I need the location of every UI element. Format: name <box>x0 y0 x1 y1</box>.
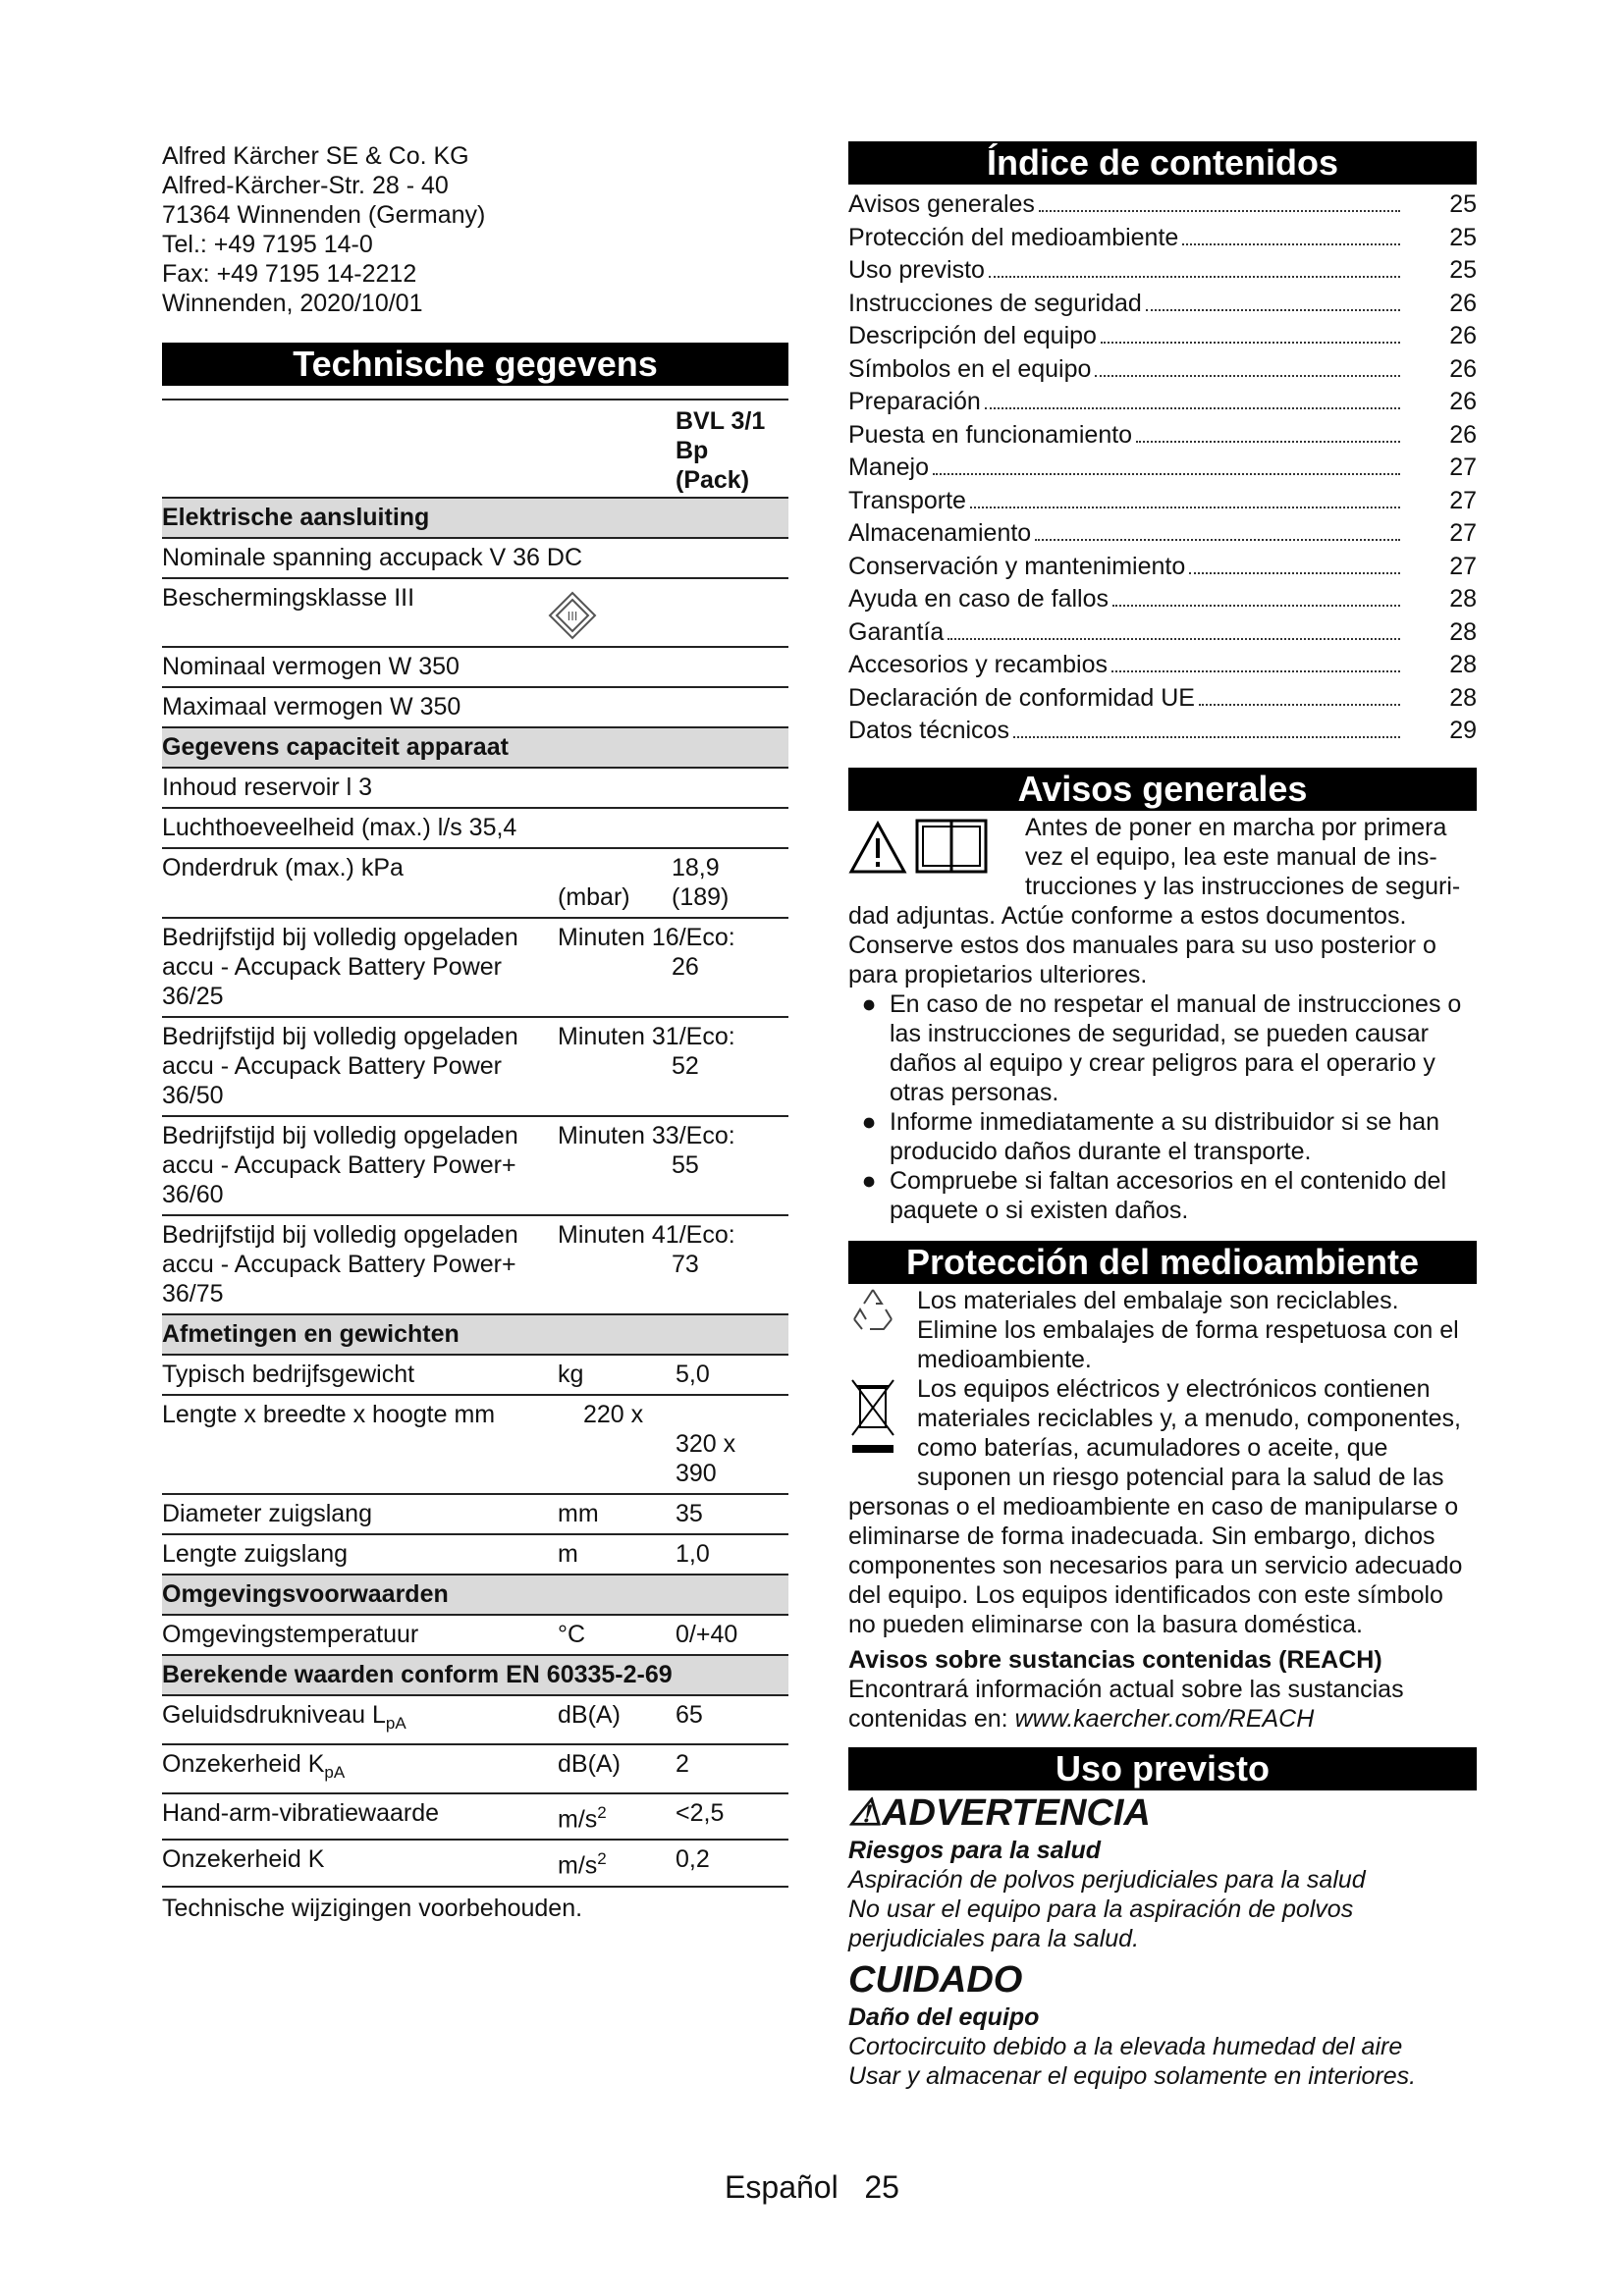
toc-entry[interactable] <box>848 682 1477 716</box>
toc-entry-page: 25 <box>1449 256 1477 284</box>
toc-entry-page: 29 <box>1449 717 1477 744</box>
table-of-contents <box>848 188 1477 748</box>
warning-manual-icon <box>848 813 1025 901</box>
recycle-block <box>848 1286 1477 1374</box>
table-row: Onzekerheid $K_{pA}$ dB(A) 2 <box>162 1745 788 1794</box>
reach-text: Encontrará información actual sobre las sustancias contenidas en: www.kaercher.com/REACH <box>848 1675 1404 1733</box>
toc-leader <box>1189 572 1400 574</box>
toc-entry[interactable] <box>848 452 1477 485</box>
toc-entry-title: Datos técnicos <box>848 717 1009 744</box>
left-column <box>162 141 788 1923</box>
toc-entry[interactable] <box>848 222 1477 255</box>
toc-entry-title: Avisos generales <box>848 190 1035 218</box>
warning-triangle-icon: ⚠ <box>848 1791 883 1834</box>
toc-entry-title: Ayuda en caso de fallos <box>848 585 1110 613</box>
toc-leader <box>1146 309 1400 311</box>
model-header: BVL 3/1 Bp (Pack) <box>676 407 766 494</box>
address-line: Alfred-Kärcher-Str. 28 - 40 <box>162 172 449 199</box>
toc-entry-title: Uso previsto <box>848 256 985 284</box>
svg-text:III: III <box>567 609 578 623</box>
table-row: Nominaal vermogen W 350 <box>162 648 788 688</box>
toc-entry-title: Conservación y mantenimiento <box>848 552 1186 580</box>
toc-entry[interactable] <box>848 288 1477 321</box>
toc-leader <box>1035 539 1400 541</box>
toc-entry-title: Instrucciones de seguridad <box>848 289 1142 317</box>
protection-class-icon <box>558 583 676 641</box>
table-row: Luchthoeveelheid (max.) l/s 35,4 <box>162 809 788 849</box>
toc-leader <box>1199 704 1400 706</box>
section-header: Omgevingsvoorwaarden <box>162 1575 788 1616</box>
address-line: Alfred Kärcher SE & Co. KG <box>162 142 469 170</box>
table-row: Typisch bedrijfsgewicht kg 5,0 <box>162 1356 788 1396</box>
list-item: ● Compruebe si faltan accesorios en el contenido del paquete o si existen daños. <box>861 1166 1447 1224</box>
table-row: Hand-arm-vibratiewaarde $m/s^2$ <2,5 <box>162 1794 788 1841</box>
weee-block <box>848 1374 1477 1492</box>
toc-leader <box>933 473 1400 475</box>
toc-entry[interactable] <box>848 188 1477 222</box>
table-row: Onderdruk (max.) kPa (mbar) 18,9 (189) <box>162 849 788 919</box>
table-row: Geluidsdrukniveau $L_{pA}$ dB(A) 65 <box>162 1696 788 1745</box>
table-row: Beschermingsklasse III III <box>162 579 788 648</box>
table-row: Bedrijfstijd bij volledig opgeladen accu - Accupack Battery Power+ 36/60 Minuten 33/Eco: 55 <box>162 1117 788 1216</box>
toc-entry-page: 25 <box>1449 190 1477 218</box>
table-row: Lengte x breedte x hoogte mm 220 x 320 x 390 <box>162 1396 788 1495</box>
toc-entry-page: 26 <box>1449 354 1477 383</box>
toc-entry-title: Accesorios y recambios <box>848 651 1108 678</box>
toc-entry[interactable] <box>848 353 1477 387</box>
caution-line: Usar y almacenar el equipo solamente en interiores. <box>848 2061 1417 2090</box>
address-line: Winnenden, 2020/10/01 <box>162 290 423 317</box>
page-number: 25 <box>864 2169 899 2205</box>
intro-line: Antes de poner en marcha por primera <box>1025 813 1447 841</box>
toc-entry-title: Puesta en funcionamiento <box>848 420 1133 449</box>
warning-line: Aspiración de polvos perjudiciales para la salud <box>848 1865 1366 1894</box>
toc-entry-page: 26 <box>1449 289 1477 317</box>
table-row: Lengte zuigslang m 1,0 <box>162 1535 788 1575</box>
toc-entry-page: 27 <box>1449 486 1477 514</box>
table-row: Bedrijfstijd bij volledig opgeladen accu - Accupack Battery Power 36/25 Minuten 16/Eco: 26 <box>162 919 788 1018</box>
weee-bin-icon <box>848 1374 917 1492</box>
toc-leader <box>989 276 1400 278</box>
toc-entry[interactable] <box>848 386 1477 419</box>
section-header: Berekende waarden conform EN 60335-2-69 <box>162 1656 788 1696</box>
intended-use-title: Uso previsto <box>848 1747 1477 1790</box>
toc-entry-page: 26 <box>1449 420 1477 449</box>
caution-heading: CUIDADO <box>848 1958 1023 2001</box>
warning-heading: ⚠ADVERTENCIA <box>848 1791 1151 1834</box>
section-header: Gegevens capaciteit apparaat <box>162 728 788 769</box>
recycle-text: Los materiales del embalaje son reciclables. Elimine los embalajes de forma respetuosa con el medioambiente. <box>917 1286 1459 1373</box>
spec-footnote: Technische wijzigingen voorbehouden. <box>162 1894 583 1922</box>
toc-entry[interactable] <box>848 517 1477 551</box>
toc-leader <box>970 507 1400 508</box>
toc-entry-title: Almacenamiento <box>848 519 1032 547</box>
toc-entry-page: 27 <box>1449 519 1477 547</box>
toc-entry[interactable] <box>848 320 1477 353</box>
weee-text-rest: personas o el medioambiente en caso de manipularse o eliminarse de forma inadecuada. Sin embargo, dichos componentes son necesarios para un servicio adecuado del equipo. Los equipos identificados con este símbolo no pueden eliminarse con la basura doméstica. <box>848 1492 1463 1638</box>
address-block <box>162 141 788 318</box>
toc-entry-page: 25 <box>1449 223 1477 251</box>
toc-leader <box>985 407 1400 409</box>
section-header: Afmetingen en gewichten <box>162 1315 788 1356</box>
footer-language: Español <box>725 2169 839 2205</box>
toc-entry-page: 26 <box>1449 388 1477 415</box>
list-item: ● En caso de no respetar el manual de instrucciones o las instrucciones de seguridad, se pueden causar daños al equipo y crear peligros para el operario y otras personas. <box>861 989 1462 1106</box>
toc-entry-title: Símbolos en el equipo <box>848 354 1092 383</box>
toc-entry[interactable] <box>848 583 1477 616</box>
toc-leader <box>1039 210 1400 212</box>
table-row: Bedrijfstijd bij volledig opgeladen accu - Accupack Battery Power+ 36/75 Minuten 41/Eco: 73 <box>162 1216 788 1315</box>
recycle-icon <box>848 1286 917 1374</box>
table-row <box>162 400 788 499</box>
table-row: Nominale spanning accupack V 36 DC <box>162 539 788 579</box>
toc-entry-title: Manejo <box>848 454 929 481</box>
toc-entry-page: 27 <box>1449 454 1477 481</box>
general-intro <box>848 813 1477 901</box>
toc-entry[interactable] <box>848 485 1477 518</box>
intro-line: vez el equipo, lea este manual de ins- <box>1025 842 1437 871</box>
reach-title: Avisos sobre sustancias contenidas (REACH) <box>848 1645 1382 1674</box>
toc-entry[interactable] <box>848 551 1477 584</box>
toc-entry-title: Protección del medioambiente <box>848 223 1179 251</box>
caution-subtitle: Daño del equipo <box>848 2002 1040 2031</box>
warning-subtitle: Riesgos para la salud <box>848 1836 1102 1864</box>
toc-leader <box>1013 736 1400 738</box>
right-column <box>848 141 1477 2091</box>
toc-title: Índice de contenidos <box>848 141 1477 185</box>
toc-leader <box>1095 375 1400 377</box>
spec-table <box>162 399 788 1923</box>
toc-entry-title: Transporte <box>848 486 966 514</box>
page-footer <box>0 2167 1624 2207</box>
table-row: Onzekerheid K $m/s^2$ 0,2 <box>162 1841 788 1887</box>
toc-entry-title: Declaración de conformidad UE <box>848 683 1195 712</box>
table-row: Bedrijfstijd bij volledig opgeladen accu - Accupack Battery Power 36/50 Minuten 31/Eco: 52 <box>162 1018 788 1117</box>
address-line: Tel.: +49 7195 14-0 <box>162 231 373 258</box>
address-line: 71364 Winnenden (Germany) <box>162 201 486 229</box>
table-row: Maximaal vermogen W 350 <box>162 688 788 728</box>
environment-title: Protección del medioambiente <box>848 1241 1477 1284</box>
toc-entry[interactable] <box>848 254 1477 288</box>
toc-entry-page: 28 <box>1449 683 1477 712</box>
general-bullets <box>848 989 1477 1225</box>
reach-link[interactable]: www.kaercher.com/REACH <box>1014 1704 1315 1733</box>
general-title: Avisos generales <box>848 768 1477 811</box>
intro-line: trucciones y las instrucciones de seguri- <box>1025 872 1461 900</box>
address-line: Fax: +49 7195 14-2212 <box>162 260 417 288</box>
table-row: Inhoud reservoir l 3 <box>162 769 788 809</box>
spec-title: Technische gegevens <box>162 343 788 386</box>
caution-line: Cortocircuito debido a la elevada humedad del aire <box>848 2032 1403 2060</box>
toc-leader <box>947 638 1400 640</box>
section-header: Elektrische aansluiting <box>162 499 788 539</box>
toc-entry-page: 28 <box>1449 651 1477 678</box>
toc-entry-page: 28 <box>1449 585 1477 613</box>
toc-leader <box>1101 342 1400 344</box>
table-row: Diameter zuigslang mm 35 <box>162 1495 788 1535</box>
toc-entry[interactable] <box>848 649 1477 682</box>
toc-entry-page: 28 <box>1449 617 1477 646</box>
toc-leader <box>1112 605 1400 607</box>
toc-leader <box>1111 670 1400 672</box>
table-row: Omgevingstemperatuur °C 0/+40 <box>162 1616 788 1656</box>
toc-entry-page: 27 <box>1449 552 1477 580</box>
weee-text: Los equipos eléctricos y electrónicos contienen materiales reciclables y, a menudo, componentes, como baterías, acumuladores o aceite, que suponen un riesgo potencial para la salud de las <box>917 1374 1461 1491</box>
toc-entry-title: Descripción del equipo <box>848 322 1097 349</box>
toc-entry[interactable] <box>848 616 1477 650</box>
toc-entry[interactable] <box>848 419 1477 453</box>
toc-entry[interactable] <box>848 715 1477 748</box>
toc-entry-page: 26 <box>1449 322 1477 349</box>
list-item: ● Informe inmediatamente a su distribuidor si se han producido daños durante el transporte. <box>861 1107 1440 1165</box>
warning-line: No usar el equipo para la aspiración de polvos perjudiciales para la salud. <box>848 1895 1354 1952</box>
general-intro-rest: dad adjuntas. Actúe conforme a estos documentos. Conserve estos dos manuales para su uso posterior o para propietarios ulteriores. <box>848 901 1436 988</box>
toc-leader <box>1182 243 1400 245</box>
toc-leader <box>1136 441 1400 443</box>
toc-entry-title: Preparación <box>848 388 981 415</box>
toc-entry-title: Garantía <box>848 617 945 646</box>
